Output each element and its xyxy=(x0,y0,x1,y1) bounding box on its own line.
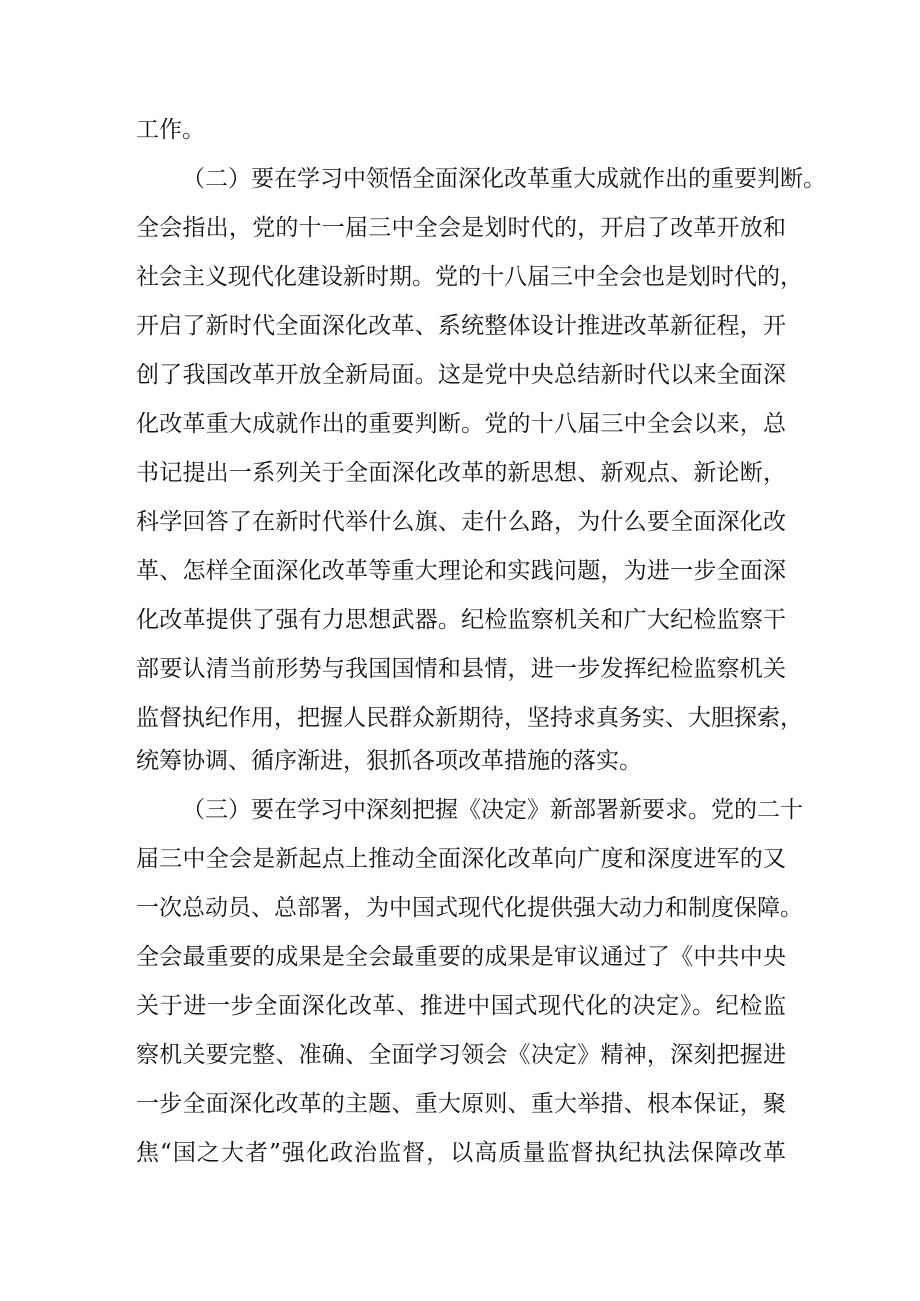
text-line: 届三中全会是新起点上推动全面深化改革向广度和深度进军的又 xyxy=(136,846,786,872)
text-line: 一步全面深化改革的主题、重大原则、重大举措、根本保证，聚 xyxy=(136,1091,786,1117)
text-line: 监督执纪作用，把握人民群众新期待，坚持求真务实、大胆探索， xyxy=(136,705,803,731)
text-line: 革、怎样全面深化改革等重大理论和实践问题，为进一步全面深 xyxy=(136,558,786,584)
text-line: 科学回答了在新时代举什么旗、走什么路，为什么要全面深化改 xyxy=(136,509,786,535)
text-line: 工作。 xyxy=(136,117,205,143)
text-line: 开启了新时代全面深化改革、系统整体设计推进改革新征程，开 xyxy=(136,313,786,339)
section-heading-3: （三）要在学习中深刻把握《决定》新部署新要求。党的二十 xyxy=(182,797,803,823)
text-line: 社会主义现代化建设新时期。党的十八届三中全会也是划时代的， xyxy=(136,264,803,290)
text-line: 创了我国改革开放全新局面。这是党中央总结新时代以来全面深 xyxy=(136,362,786,388)
text-line: 书记提出一系列关于全面深化改革的新思想、新观点、新论断， xyxy=(136,460,786,486)
text-line: 化改革提供了强有力思想武器。纪检监察机关和广大纪检监察干 xyxy=(136,607,786,633)
text-line: 统筹协调、循序渐进，狠抓各项改革措施的落实。 xyxy=(136,748,642,774)
text-line: 全会指出，党的十一届三中全会是划时代的，开启了改革开放和 xyxy=(136,215,786,241)
text-line: 化改革重大成就作出的重要判断。党的十八届三中全会以来，总 xyxy=(136,411,786,437)
text-line: 焦“国之大者”强化政治监督，以高质量监督执纪执法保障改革 xyxy=(136,1140,786,1166)
text-line: 一次总动员、总部署，为中国式现代化提供强大动力和制度保障。 xyxy=(136,895,803,921)
section-heading-2: （二）要在学习中领悟全面深化改革重大成就作出的重要判断。 xyxy=(182,166,826,192)
text-line: 部要认清当前形势与我国国情和县情，进一步发挥纪检监察机关 xyxy=(136,656,786,682)
text-line: 关于进一步全面深化改革、推进中国式现代化的决定》。纪检监 xyxy=(136,993,786,1019)
text-line: 察机关要完整、准确、全面学习领会《决定》精神，深刻把握进 xyxy=(136,1042,786,1068)
text-line: 全会最重要的成果是全会最重要的成果是审议通过了《中共中央 xyxy=(136,944,786,970)
